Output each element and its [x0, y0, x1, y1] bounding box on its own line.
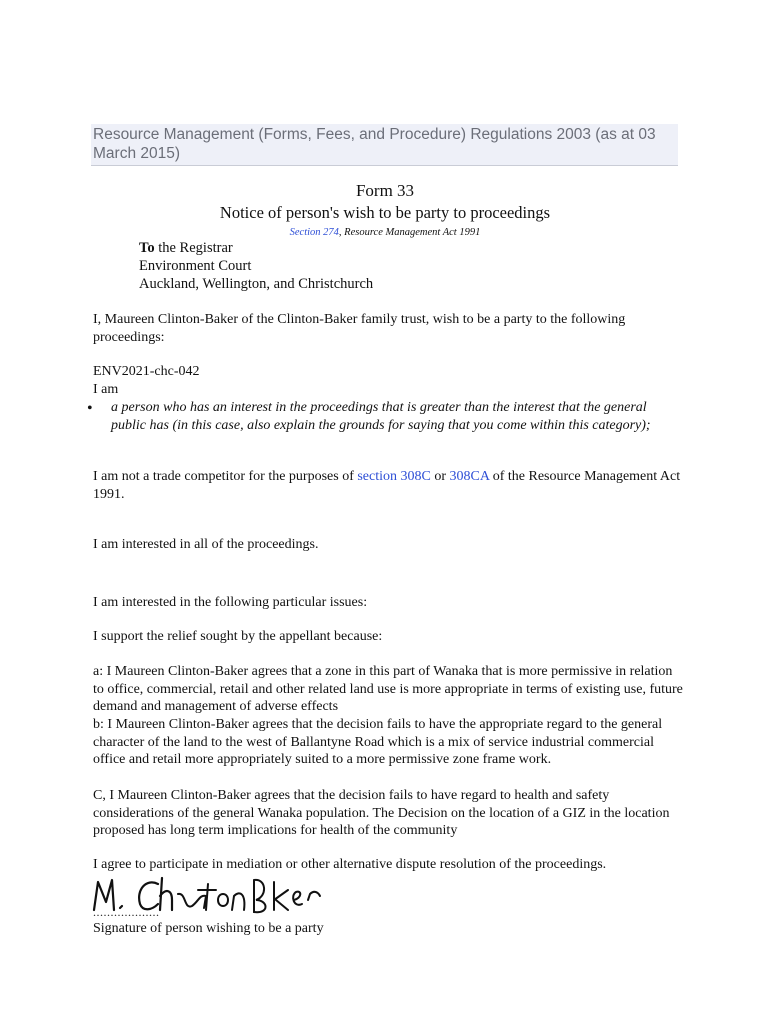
- section-308c-link[interactable]: section 308C: [357, 469, 431, 484]
- form-reference-rest: , Resource Management Act 1991: [338, 227, 481, 238]
- interest-all-statement: I am interested in all of the proceedings.: [93, 537, 319, 552]
- signature-line: ...................: [93, 905, 160, 919]
- reason-c: C, I Maureen Clinton-Baker agrees that the decision fails to have regard to health and safety considerations of the general Wanaka population. The Decision on the location of a GIZ in the location proposed has long term implications for health of the community: [93, 788, 670, 838]
- i-am-text: I am: [93, 382, 119, 397]
- address-line-2: Environment Court: [139, 258, 252, 274]
- reason-b: b: I Maureen Clinton-Baker agrees that the decision fails to have the appropriate regard to the general character of the land to the west of Ballantyne Road which is a mix of service industrial commercial office and retail more appropriately suited to a more permissive zone frame work.: [93, 717, 663, 767]
- form-title: Form 33: [355, 181, 415, 200]
- header-bar: [91, 124, 678, 166]
- form-subtitle: Notice of person's wish to be party to proceedings: [219, 203, 551, 222]
- form-reference: [0, 227, 770, 238]
- trade-text-pre: I am not a trade competitor for the purposes of: [93, 469, 358, 484]
- section-274-link[interactable]: Section 274: [289, 227, 339, 238]
- bullet-marker: •: [87, 400, 93, 417]
- address-recipient: the Registrar: [154, 240, 233, 256]
- section-308ca-link[interactable]: 308CA: [449, 469, 490, 484]
- to-label: To: [139, 240, 155, 256]
- signature-label: Signature of person wishing to be a party: [93, 921, 324, 936]
- trade-competitor-paragraph: [93, 468, 693, 503]
- support-statement: I support the relief sought by the appellant because:: [93, 629, 383, 644]
- document-header-title: Resource Management (Forms, Fees, and Procedure) Regulations 2003 (as at 03 March 2015): [93, 126, 656, 162]
- mediation-statement: I agree to participate in mediation or other alternative dispute resolution of the proceedings.: [93, 857, 607, 872]
- trade-text-mid: or: [430, 469, 450, 484]
- intro-paragraph: I, Maureen Clinton-Baker of the Clinton-Baker family trust, wish to be a party to the following proceedings:: [93, 312, 626, 345]
- address-line-3: Auckland, Wellington, and Christchurch: [139, 276, 374, 292]
- reason-a: a: I Maureen Clinton-Baker agrees that a zone in this part of Wanaka that is more permissive in relation to office, commercial, retail and other related land use is more appropriate in terms of existing use, future demand and management of adverse effects: [93, 664, 683, 714]
- interest-category-item: a person who has an interest in the proceedings that is greater than the interest that the general public has (in this case, also explain the grounds for saying that you come within this category);: [111, 400, 651, 433]
- address-line-1: [139, 240, 233, 258]
- trade-text-post: of the Resource Management Act 1991.: [93, 469, 681, 502]
- proceeding-id: ENV2021-chc-042: [93, 364, 200, 379]
- interest-issues-statement: I am interested in the following particular issues:: [93, 595, 368, 610]
